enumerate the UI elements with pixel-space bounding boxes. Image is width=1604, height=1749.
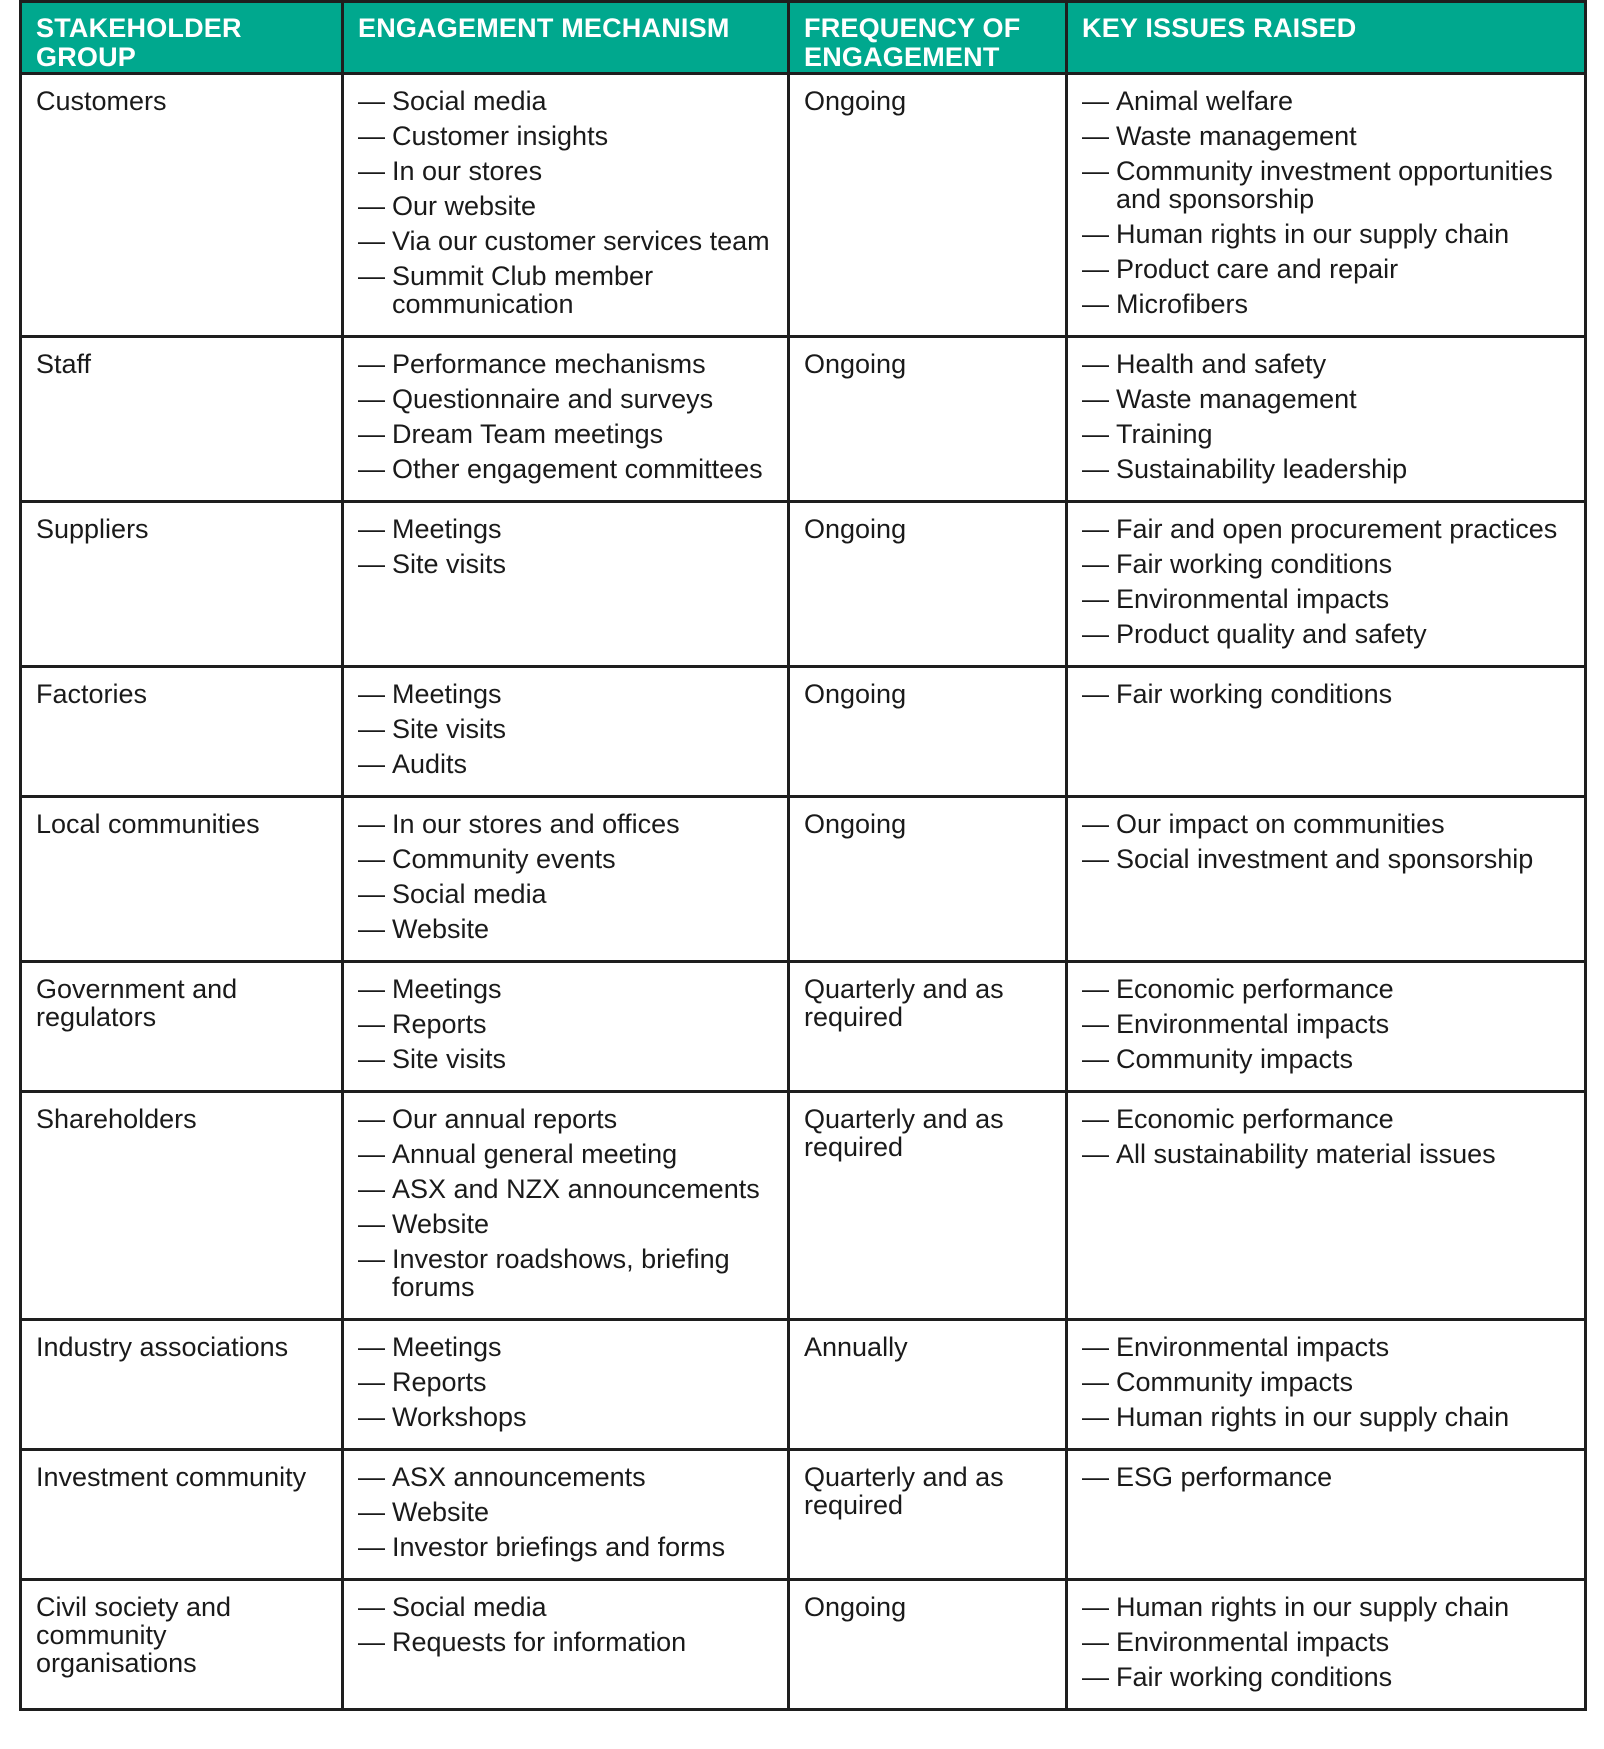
key-issues-cell: [1067, 1320, 1586, 1450]
key-issues-cell: [1067, 74, 1586, 337]
issue-item: — Fair working conditions: [1082, 680, 1570, 708]
frequency-cell: Quarterly and as required: [789, 962, 1067, 1092]
issue-item: — Economic performance: [1082, 1105, 1570, 1133]
key-issues-cell: [1067, 1580, 1586, 1710]
header-row: [21, 2, 1586, 74]
key-issues-cell: [1067, 337, 1586, 502]
mechanism-item: — Our annual reports: [358, 1105, 773, 1133]
mechanism-item: — Website: [358, 915, 773, 943]
table-header: [21, 2, 1586, 74]
issue-item: — Community investment opportunities and sponsorship: [1082, 157, 1570, 213]
mechanism-item: — Reports: [358, 1010, 773, 1038]
mechanism-item: — ASX and NZX announcements: [358, 1175, 773, 1203]
issue-item: — Sustainability leadership: [1082, 455, 1570, 483]
stakeholder-group-cell: Suppliers: [21, 502, 343, 667]
issues-list: [1082, 1105, 1570, 1168]
issues-list: [1082, 1333, 1570, 1431]
issue-item: — ESG performance: [1082, 1463, 1570, 1491]
stakeholder-group-cell: Industry associations: [21, 1320, 343, 1450]
issues-list: [1082, 350, 1570, 483]
mechanism-item: — Customer insights: [358, 122, 773, 150]
mechanism-item: — Social media: [358, 87, 773, 115]
mechanism-item: — Social media: [358, 880, 773, 908]
frequency-cell: Annually: [789, 1320, 1067, 1450]
table-body: [21, 74, 1586, 1710]
stakeholder-group-cell: Factories: [21, 667, 343, 797]
issue-item: — Community impacts: [1082, 1368, 1570, 1396]
engagement-mechanism-cell: [343, 502, 789, 667]
issues-list: [1082, 1463, 1570, 1491]
mechanism-item: — Audits: [358, 750, 773, 778]
mechanism-item: — Social media: [358, 1593, 773, 1621]
engagement-mechanism-cell: [343, 1092, 789, 1320]
mechanism-list: [358, 87, 773, 318]
mechanism-item: — Performance mechanisms: [358, 350, 773, 378]
mechanism-item: — In our stores and offices: [358, 810, 773, 838]
issue-item: — Training: [1082, 420, 1570, 448]
header-engagement-mechanism: ENGAGEMENT MECHANISM: [343, 2, 789, 74]
mechanism-item: — Website: [358, 1210, 773, 1238]
mechanism-item: — In our stores: [358, 157, 773, 185]
frequency-cell: Ongoing: [789, 667, 1067, 797]
mechanism-item: — Meetings: [358, 1333, 773, 1361]
issues-list: [1082, 515, 1570, 648]
mechanism-item: — Annual general meeting: [358, 1140, 773, 1168]
issue-item: — All sustainability material issues: [1082, 1140, 1570, 1168]
engagement-mechanism-cell: [343, 74, 789, 337]
mechanism-item: — Meetings: [358, 680, 773, 708]
engagement-mechanism-cell: [343, 1320, 789, 1450]
issue-item: — Product care and repair: [1082, 255, 1570, 283]
issue-item: — Social investment and sponsorship: [1082, 845, 1570, 873]
key-issues-cell: [1067, 1092, 1586, 1320]
issues-list: [1082, 680, 1570, 708]
mechanism-list: [358, 1593, 773, 1656]
issue-item: — Human rights in our supply chain: [1082, 1593, 1570, 1621]
issue-item: — Waste management: [1082, 122, 1570, 150]
issues-list: [1082, 87, 1570, 318]
table-row: [21, 74, 1586, 337]
issue-item: — Product quality and safety: [1082, 620, 1570, 648]
mechanism-list: [358, 515, 773, 578]
header-key-issues: KEY ISSUES RAISED: [1067, 2, 1586, 74]
mechanism-list: [358, 680, 773, 778]
mechanism-item: — Meetings: [358, 515, 773, 543]
mechanism-item: — ASX announcements: [358, 1463, 773, 1491]
mechanism-list: [358, 810, 773, 943]
stakeholder-engagement-table: [19, 0, 1587, 1711]
mechanism-item: — Reports: [358, 1368, 773, 1396]
issue-item: — Community impacts: [1082, 1045, 1570, 1073]
mechanism-item: — Via our customer services team: [358, 227, 773, 255]
key-issues-cell: [1067, 667, 1586, 797]
engagement-mechanism-cell: [343, 1450, 789, 1580]
mechanism-item: — Site visits: [358, 715, 773, 743]
mechanism-item: — Investor briefings and forms: [358, 1533, 773, 1561]
table-row: [21, 797, 1586, 962]
table-row: [21, 1320, 1586, 1450]
issue-item: — Microfibers: [1082, 290, 1570, 318]
issue-item: — Human rights in our supply chain: [1082, 220, 1570, 248]
mechanism-item: — Our website: [358, 192, 773, 220]
table-row: [21, 962, 1586, 1092]
mechanism-item: — Site visits: [358, 1045, 773, 1073]
stakeholder-group-cell: Civil society and community organisations: [21, 1580, 343, 1710]
issue-item: — Waste management: [1082, 385, 1570, 413]
stakeholder-group-cell: Staff: [21, 337, 343, 502]
stakeholder-group-cell: Customers: [21, 74, 343, 337]
issue-item: — Environmental impacts: [1082, 585, 1570, 613]
frequency-cell: Quarterly and as required: [789, 1092, 1067, 1320]
mechanism-list: [358, 1463, 773, 1561]
engagement-mechanism-cell: [343, 797, 789, 962]
mechanism-item: — Investor roadshows, briefing forums: [358, 1245, 773, 1301]
key-issues-cell: [1067, 797, 1586, 962]
mechanism-item: — Questionnaire and surveys: [358, 385, 773, 413]
table-row: [21, 502, 1586, 667]
table-row: [21, 667, 1586, 797]
engagement-mechanism-cell: [343, 1580, 789, 1710]
mechanism-list: [358, 350, 773, 483]
mechanism-item: — Workshops: [358, 1403, 773, 1431]
issue-item: — Animal welfare: [1082, 87, 1570, 115]
engagement-mechanism-cell: [343, 667, 789, 797]
issue-item: — Fair working conditions: [1082, 1663, 1570, 1691]
mechanism-item: — Website: [358, 1498, 773, 1526]
issue-item: — Environmental impacts: [1082, 1010, 1570, 1038]
engagement-mechanism-cell: [343, 337, 789, 502]
issue-item: — Our impact on communities: [1082, 810, 1570, 838]
issue-item: — Fair working conditions: [1082, 550, 1570, 578]
mechanism-item: — Site visits: [358, 550, 773, 578]
mechanism-item: — Dream Team meetings: [358, 420, 773, 448]
table-row: [21, 1092, 1586, 1320]
stakeholder-group-cell: Government and regulators: [21, 962, 343, 1092]
frequency-cell: Quarterly and as required: [789, 1450, 1067, 1580]
engagement-mechanism-cell: [343, 962, 789, 1092]
stakeholder-group-cell: Shareholders: [21, 1092, 343, 1320]
mechanism-item: — Summit Club member communication: [358, 262, 773, 318]
key-issues-cell: [1067, 962, 1586, 1092]
issue-item: — Fair and open procurement practices: [1082, 515, 1570, 543]
issue-item: — Health and safety: [1082, 350, 1570, 378]
table-row: [21, 1450, 1586, 1580]
mechanism-item: — Meetings: [358, 975, 773, 1003]
key-issues-cell: [1067, 1450, 1586, 1580]
mechanism-list: [358, 975, 773, 1073]
header-frequency: FREQUENCY OF ENGAGEMENT: [789, 2, 1067, 74]
mechanism-item: — Community events: [358, 845, 773, 873]
frequency-cell: Ongoing: [789, 337, 1067, 502]
issue-item: — Economic performance: [1082, 975, 1570, 1003]
frequency-cell: Ongoing: [789, 1580, 1067, 1710]
issue-item: — Human rights in our supply chain: [1082, 1403, 1570, 1431]
mechanism-list: [358, 1333, 773, 1431]
table-row: [21, 1580, 1586, 1710]
frequency-cell: Ongoing: [789, 797, 1067, 962]
mechanism-item: — Other engagement committees: [358, 455, 773, 483]
issues-list: [1082, 975, 1570, 1073]
issue-item: — Environmental impacts: [1082, 1333, 1570, 1361]
frequency-cell: Ongoing: [789, 502, 1067, 667]
mechanism-list: [358, 1105, 773, 1301]
issue-item: — Environmental impacts: [1082, 1628, 1570, 1656]
stakeholder-group-cell: Local communities: [21, 797, 343, 962]
stakeholder-group-cell: Investment community: [21, 1450, 343, 1580]
mechanism-item: — Requests for information: [358, 1628, 773, 1656]
issues-list: [1082, 810, 1570, 873]
key-issues-cell: [1067, 502, 1586, 667]
header-stakeholder-group: STAKEHOLDER GROUP: [21, 2, 343, 74]
issues-list: [1082, 1593, 1570, 1691]
frequency-cell: Ongoing: [789, 74, 1067, 337]
table-row: [21, 337, 1586, 502]
